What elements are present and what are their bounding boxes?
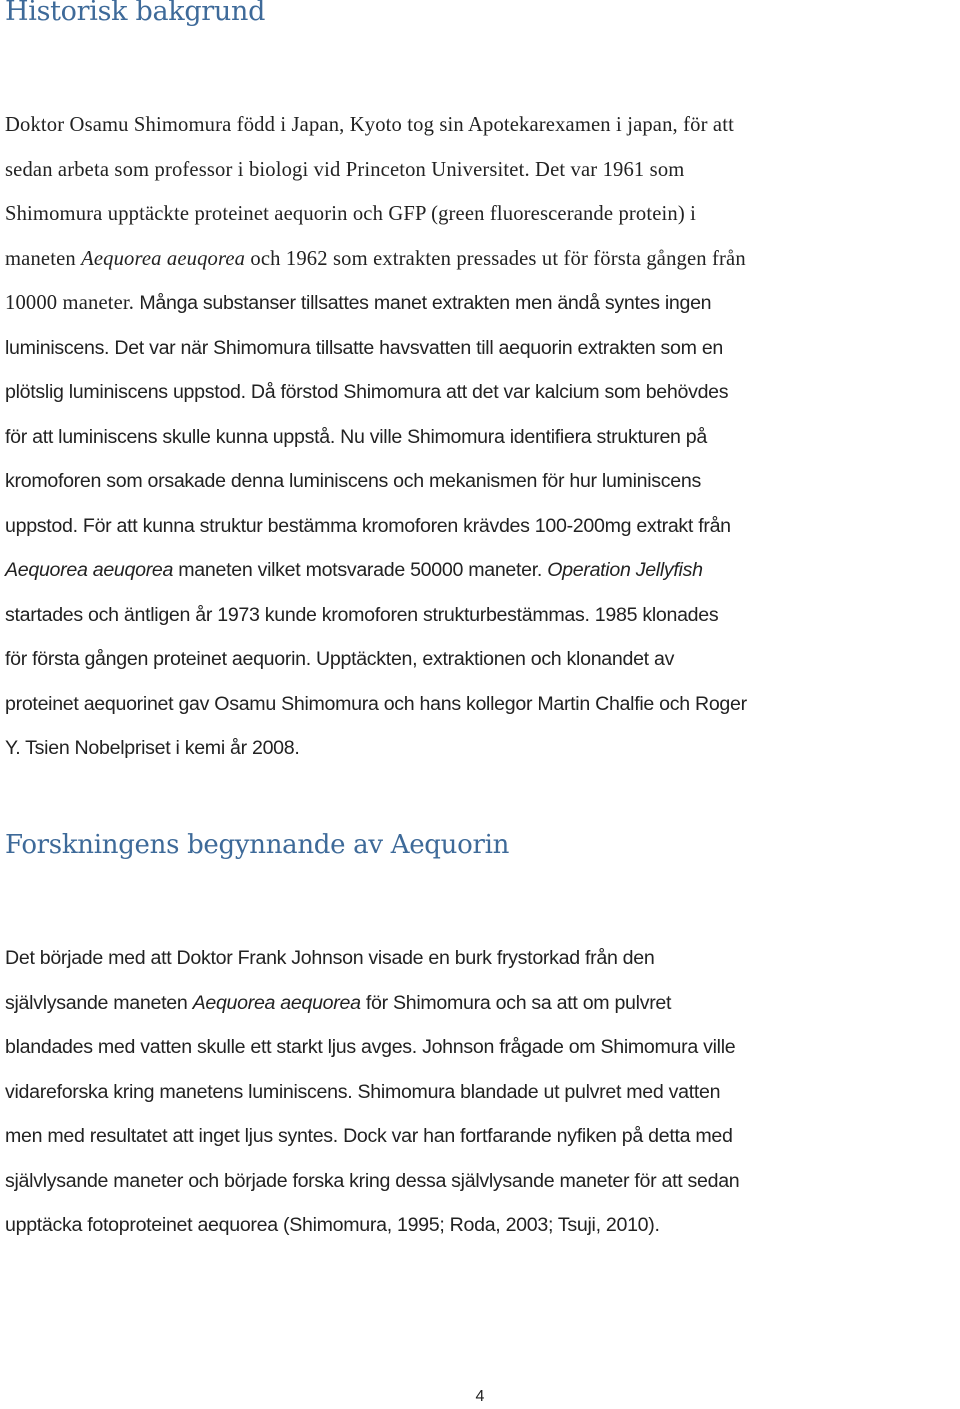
text-line: men med resultatet att inget ljus syntes. Dock var han fortfarande nyfiken på detta med xyxy=(5,1125,733,1147)
species-name: Aequorea aeuqorea xyxy=(81,247,246,270)
paragraph-forskningens-begynnande xyxy=(5,936,960,1248)
text-line: Aequorea aeuqorea maneten vilket motsvarade 50000 maneter. Operation Jellyfish xyxy=(5,559,703,581)
text-line: plötslig luminiscens uppstod. Då förstod Shimomura att det var kalcium som behövdes xyxy=(5,381,729,403)
text-line: kromoforen som orsakade denna luminiscens och mekanismen för hur luminiscens xyxy=(5,470,701,492)
text-line: Y. Tsien Nobelpriset i kemi år 2008. xyxy=(5,737,300,759)
text-line: uppstod. För att kunna struktur bestämma kromoforen krävdes 100-200mg extrakt från xyxy=(5,514,731,537)
text-line: proteinet aequorinet gav Osamu Shimomura och hans kollegor Martin Chalfie och Roger xyxy=(5,692,747,715)
text-line: självlysande maneter och började forska kring dessa självlysande maneter för att sedan xyxy=(5,1169,740,1192)
text-line: Shimomura upptäckte proteinet aequorin och GFP (green fluorescerande protein) i xyxy=(5,203,697,225)
section-heading-historisk-bakgrund: Historisk bakgrund xyxy=(5,0,266,27)
paragraph-historisk-bakgrund xyxy=(5,103,960,771)
species-name: Aequorea aeuqorea xyxy=(5,559,174,581)
text-line: blandades med vatten skulle ett starkt ljus avges. Johnson frågade om Shimomura ville xyxy=(5,1036,736,1058)
section-heading-forskningens-begynnande: Forskningens begynnande av Aequorin xyxy=(5,830,510,860)
text-line: maneten Aequorea aeuqorea och 1962 som extrakten pressades ut för första gången från xyxy=(5,247,746,270)
text-line: 10000 maneter. Många substanser tillsattes manet extrakten men ändå syntes ingen xyxy=(5,292,712,314)
text-line: vidareforska kring manetens luminiscens. Shimomura blandade ut pulvret med vatten xyxy=(5,1080,721,1103)
text-line: startades och äntligen år 1973 kunde kromoforen strukturbestämmas. 1985 klonades xyxy=(5,603,719,626)
text-line: luminiscens. Det var när Shimomura tillsatte havsvatten till aequorin extrakten som en xyxy=(5,336,724,359)
operation-name: Operation Jellyfish xyxy=(547,559,703,581)
species-name: Aequorea aequorea xyxy=(192,991,361,1014)
page-number: 4 xyxy=(475,1388,485,1405)
text-line: för att luminiscens skulle kunna uppstå. Nu ville Shimomura identifiera strukturen på xyxy=(5,425,707,448)
text-line: självlysande maneten Aequorea aequorea för Shimomura och sa att om pulvret xyxy=(5,991,672,1014)
text-line: Det började med att Doktor Frank Johnson visade en burk frystorkad från den xyxy=(5,947,655,969)
text-line: Doktor Osamu Shimomura född i Japan, Kyoto tog sin Apotekarexamen i japan, för att xyxy=(5,114,734,136)
text-line: för första gången proteinet aequorin. Upptäckten, extraktionen och klonandet av xyxy=(5,648,675,670)
text-line: sedan arbeta som professor i biologi vid Princeton Universitet. Det var 1961 som xyxy=(5,158,685,181)
text-line: upptäcka fotoproteinet aequorea (Shimomura, 1995; Roda, 2003; Tsuji, 2010). xyxy=(5,1214,660,1236)
